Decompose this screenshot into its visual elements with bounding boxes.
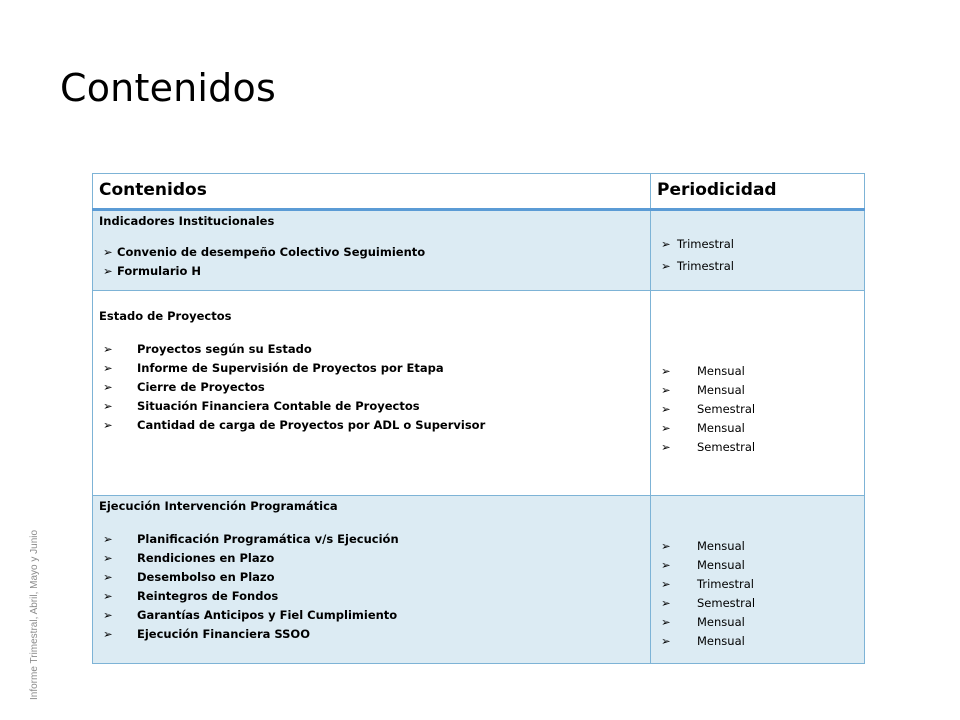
arrowhead-bullet-icon: ➢ <box>103 589 113 603</box>
list-item: ➢ Mensual <box>657 362 858 381</box>
list-item: ➢ Informe de Supervisión de Proyectos por Etapa <box>99 359 644 378</box>
arrowhead-bullet-icon: ➢ <box>103 418 113 432</box>
list-item: ➢ Convenio de desempeño Colectivo Seguimiento <box>99 243 644 262</box>
list-item: ➢ Rendiciones en Plazo <box>99 549 644 568</box>
arrowhead-bullet-icon: ➢ <box>103 361 113 375</box>
list-item: ➢ Cierre de Proyectos <box>99 378 644 397</box>
arrowhead-bullet-icon: ➢ <box>661 259 671 273</box>
arrowhead-bullet-icon: ➢ <box>661 615 671 629</box>
list-item: ➢ Mensual <box>657 632 858 651</box>
arrowhead-bullet-icon: ➢ <box>103 608 113 622</box>
list-item: ➢ Mensual <box>657 613 858 632</box>
contents-table <box>92 173 865 664</box>
arrowhead-bullet-icon: ➢ <box>661 402 671 416</box>
period-list <box>657 233 858 277</box>
list-item: ➢ Planificación Programática v/s Ejecución <box>99 530 644 549</box>
period-list <box>657 537 858 651</box>
list-item: ➢ Semestral <box>657 594 858 613</box>
period-list <box>657 362 858 457</box>
section-heading: Indicadores Institucionales <box>99 214 275 228</box>
content-list <box>99 243 644 281</box>
list-item: ➢ Proyectos según su Estado <box>99 340 644 359</box>
list-item: ➢ Mensual <box>657 381 858 400</box>
header-contenidos: Contenidos <box>93 174 651 210</box>
table-row <box>93 496 865 664</box>
table-header-row <box>93 174 865 210</box>
list-item: ➢ Ejecución Financiera SSOO <box>99 625 644 644</box>
slide-title: Contenidos <box>60 66 276 110</box>
list-item: ➢ Semestral <box>657 400 858 419</box>
list-item: ➢ Situación Financiera Contable de Proyectos <box>99 397 644 416</box>
arrowhead-bullet-icon: ➢ <box>661 634 671 648</box>
section-heading: Estado de Proyectos <box>99 309 232 323</box>
content-list <box>99 340 644 435</box>
list-item: ➢ Desembolso en Plazo <box>99 568 644 587</box>
arrowhead-bullet-icon: ➢ <box>103 627 113 641</box>
list-item: ➢ Mensual <box>657 419 858 438</box>
table-row <box>93 210 865 291</box>
arrowhead-bullet-icon: ➢ <box>103 264 113 278</box>
arrowhead-bullet-icon: ➢ <box>103 380 113 394</box>
period-cell <box>651 496 865 664</box>
list-item: ➢ Mensual <box>657 537 858 556</box>
period-cell <box>651 210 865 291</box>
contents-cell <box>93 210 651 291</box>
arrowhead-bullet-icon: ➢ <box>661 558 671 572</box>
arrowhead-bullet-icon: ➢ <box>103 342 113 356</box>
content-list <box>99 530 644 644</box>
list-item: ➢ Semestral <box>657 438 858 457</box>
contents-cell <box>93 291 651 496</box>
list-item: ➢ Trimestral <box>657 255 858 277</box>
arrowhead-bullet-icon: ➢ <box>661 364 671 378</box>
contents-cell <box>93 496 651 664</box>
arrowhead-bullet-icon: ➢ <box>661 577 671 591</box>
side-footer-text: Informe Trimestral, Abril, Mayo y Junio <box>29 529 40 700</box>
list-item: ➢ Formulario H <box>99 262 644 281</box>
arrowhead-bullet-icon: ➢ <box>661 421 671 435</box>
list-item: ➢ Reintegros de Fondos <box>99 587 644 606</box>
list-item: ➢ Trimestral <box>657 575 858 594</box>
arrowhead-bullet-icon: ➢ <box>103 245 113 259</box>
arrowhead-bullet-icon: ➢ <box>661 440 671 454</box>
arrowhead-bullet-icon: ➢ <box>103 399 113 413</box>
list-item: ➢ Garantías Anticipos y Fiel Cumplimiento <box>99 606 644 625</box>
header-periodicidad: Periodicidad <box>651 174 865 210</box>
arrowhead-bullet-icon: ➢ <box>103 570 113 584</box>
list-item: ➢ Mensual <box>657 556 858 575</box>
arrowhead-bullet-icon: ➢ <box>661 237 671 251</box>
arrowhead-bullet-icon: ➢ <box>661 383 671 397</box>
period-cell <box>651 291 865 496</box>
arrowhead-bullet-icon: ➢ <box>661 596 671 610</box>
arrowhead-bullet-icon: ➢ <box>103 551 113 565</box>
list-item: ➢ Cantidad de carga de Proyectos por ADL o Supervisor <box>99 416 644 435</box>
arrowhead-bullet-icon: ➢ <box>661 539 671 553</box>
table-row <box>93 291 865 496</box>
arrowhead-bullet-icon: ➢ <box>103 532 113 546</box>
section-heading: Ejecución Intervención Programática <box>99 499 338 513</box>
list-item: ➢ Trimestral <box>657 233 858 255</box>
